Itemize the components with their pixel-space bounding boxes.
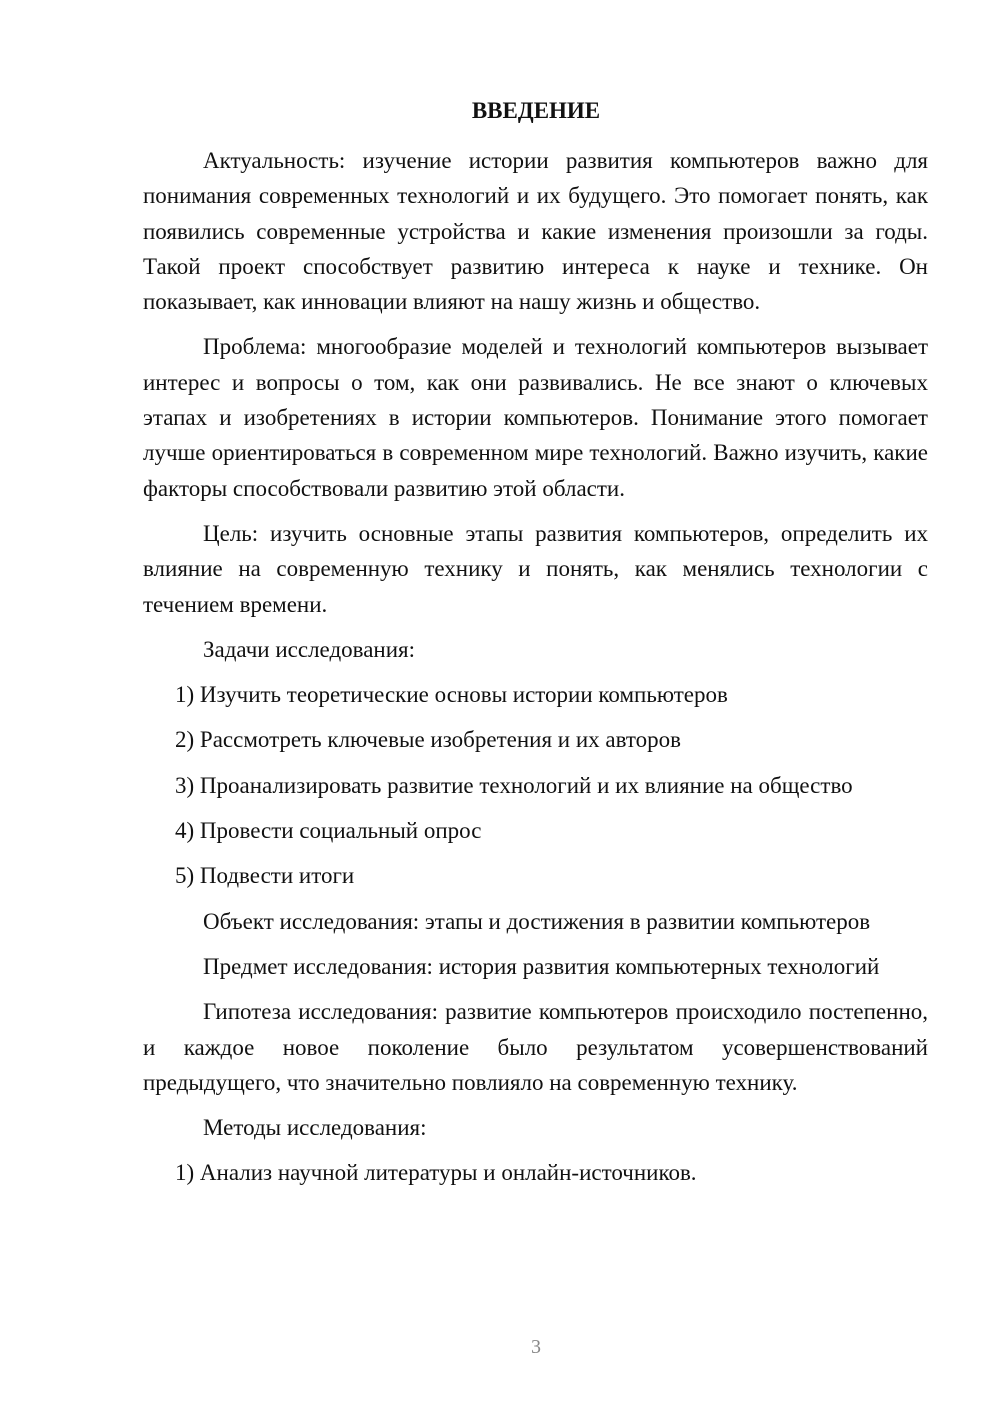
page-number: 3 — [531, 1336, 541, 1358]
object-paragraph: Объект исследования: этапы и достижения в развитии компьютеров — [203, 908, 871, 934]
subject-paragraph: Предмет исследования: история развития компьютерных технологий — [203, 953, 880, 979]
task-item: 4) Провести социальный опрос — [175, 818, 482, 844]
goal-paragraph: Цель: изучить основные этапы развития компьютеров, определить их влияние на современную технику и понять, как менялись технологии с течением времени. — [143, 520, 928, 617]
task-item: 2) Рассмотреть ключевые изобретения и их авторов — [175, 727, 682, 753]
task-item: 5) Подвести итоги — [175, 863, 355, 889]
document-body — [143, 143, 928, 1201]
task-item: 1) Изучить теоретические основы истории компьютеров — [175, 682, 728, 708]
method-item: 1) Анализ научной литературы и онлайн-источников. — [175, 1160, 697, 1186]
problem-paragraph: Проблема: многообразие моделей и технологий компьютеров вызывает интерес и вопросы о том, как они развивались. Не все знают о ключевых этапах и изобретениях в истории компьютеров. Понимание этого помогает лучше ориентироваться в современном мире технологий. Важно изучить, какие факторы способствовали развитию этой области. — [143, 334, 928, 501]
tasks-heading: Задачи исследования: — [203, 636, 416, 662]
task-item: 3) Проанализировать развитие технологий и их влияние на общество — [175, 772, 853, 798]
hypothesis-paragraph: Гипотеза исследования: развитие компьютеров происходило постепенно, и каждое новое поколение было результатом усовершенствований предыдущего, что значительно повлияло на современную технику. — [143, 999, 928, 1095]
section-heading: ВВЕДЕНИЕ — [471, 98, 601, 123]
relevance-paragraph: Актуальность: изучение истории развития компьютеров важно для понимания современных технологий и их будущего. Это помогает понять, как появились современные устройства и какие изменения произошли за годы. Такой проект способствует развитию интереса к науке и технике. Он показывает, как инновации влияют на нашу жизнь и общество. — [143, 148, 928, 315]
methods-heading: Методы исследования: — [203, 1115, 427, 1141]
